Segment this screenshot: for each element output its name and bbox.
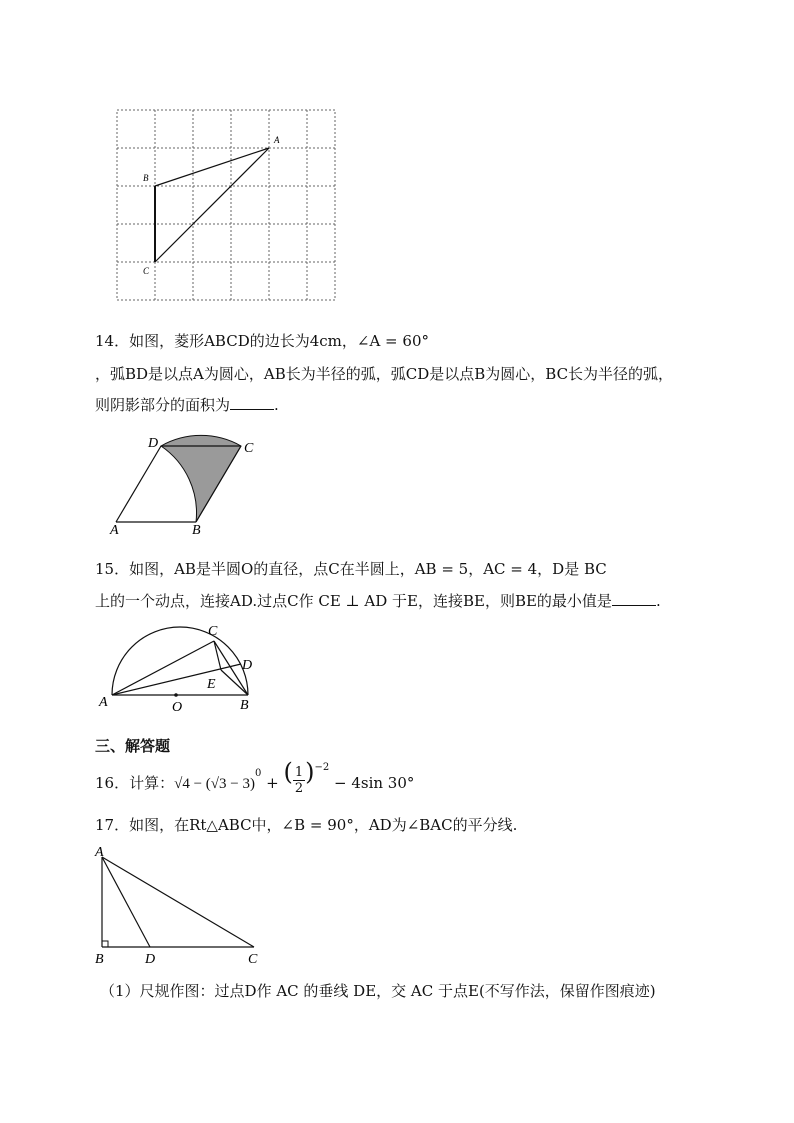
q16-exp-neg2: −2 xyxy=(314,762,330,773)
chord-ac xyxy=(112,641,214,695)
grid-lines xyxy=(117,110,335,300)
label-b: B xyxy=(240,698,249,713)
q16-tail: − 4sin 30° xyxy=(329,774,415,792)
side-ac xyxy=(102,857,254,947)
right-angle-mark xyxy=(102,941,108,947)
label-d: D xyxy=(148,436,159,451)
q15-line2-text: 上的一个动点，连接AD.过点C作 CE ⊥ AD 于E，连接BE，则BE的最小值是 xyxy=(95,592,612,610)
q16-expr-part1: √4 − (√3 − 3) xyxy=(174,776,255,792)
label-b: B xyxy=(192,523,201,538)
fraction-denominator: 2 xyxy=(294,781,304,796)
label-c: C xyxy=(244,441,254,456)
label-a: A xyxy=(110,523,119,538)
shaded-region xyxy=(161,435,241,522)
q15-semicircle-figure xyxy=(95,620,260,716)
center-point xyxy=(174,693,178,697)
q16-prefix: 16．计算： xyxy=(95,774,175,792)
q16-line xyxy=(95,758,415,802)
fraction-numerator: 1 xyxy=(294,765,304,780)
q15-line2 xyxy=(95,591,661,611)
q14-line1: 14．如图，菱形ABCD的边长为4cm，∠A = 60° xyxy=(95,332,429,350)
label-d: D xyxy=(242,658,253,673)
q13-grid-figure xyxy=(112,105,344,305)
q17-line1: 17．如图，在Rt△ABC中，∠B = 90°，AD为∠BAC的平分线. xyxy=(95,816,518,834)
q16-exp-zero: 0 xyxy=(254,768,262,779)
label-c: C xyxy=(248,952,258,967)
label-a: A xyxy=(99,695,108,710)
q14-line3-end: . xyxy=(274,396,279,414)
q16-plus: + xyxy=(261,774,284,792)
q17-part1: （1）尺规作图：过点D作 AC 的垂线 DE，交 AC 于点E(不写作法，保留作图痕迹) xyxy=(100,982,656,1000)
label-b: B xyxy=(95,952,104,967)
label-c: C xyxy=(208,624,218,639)
q15-line2-end: . xyxy=(655,592,661,610)
q14-line3 xyxy=(95,395,279,415)
answer-blank xyxy=(612,591,656,606)
side-ad xyxy=(116,446,161,522)
label-a: A xyxy=(274,135,280,145)
label-e: E xyxy=(207,677,216,692)
label-c: C xyxy=(143,266,150,276)
q16-fraction: ( $\frac{1}{2}$ ) xyxy=(283,758,315,796)
label-o: O xyxy=(172,700,183,715)
label-b: B xyxy=(143,173,149,183)
segment-ac xyxy=(155,148,269,262)
label-a: A xyxy=(95,845,104,860)
bisector-ad xyxy=(102,857,150,947)
segment-ab xyxy=(155,148,269,186)
segment-ad xyxy=(112,664,241,695)
q17-triangle-figure xyxy=(90,842,270,968)
label-d: D xyxy=(145,952,156,967)
q15-line1: 15．如图，AB是半圆O的直径，点C在半圆上，AB = 5，AC = 4，D是 BC xyxy=(95,560,607,578)
section-heading: 三、解答题 xyxy=(95,737,171,755)
q14-line2: ，弧BD是以点A为圆心，AB长为半径的弧，弧CD是以点B为圆心，BC长为半径的弧， xyxy=(95,365,674,383)
answer-blank xyxy=(230,395,274,410)
q14-line3-text: 则阴影部分的面积为 xyxy=(95,396,231,414)
segment-ce xyxy=(214,641,221,670)
q14-rhombus-figure xyxy=(104,430,264,538)
